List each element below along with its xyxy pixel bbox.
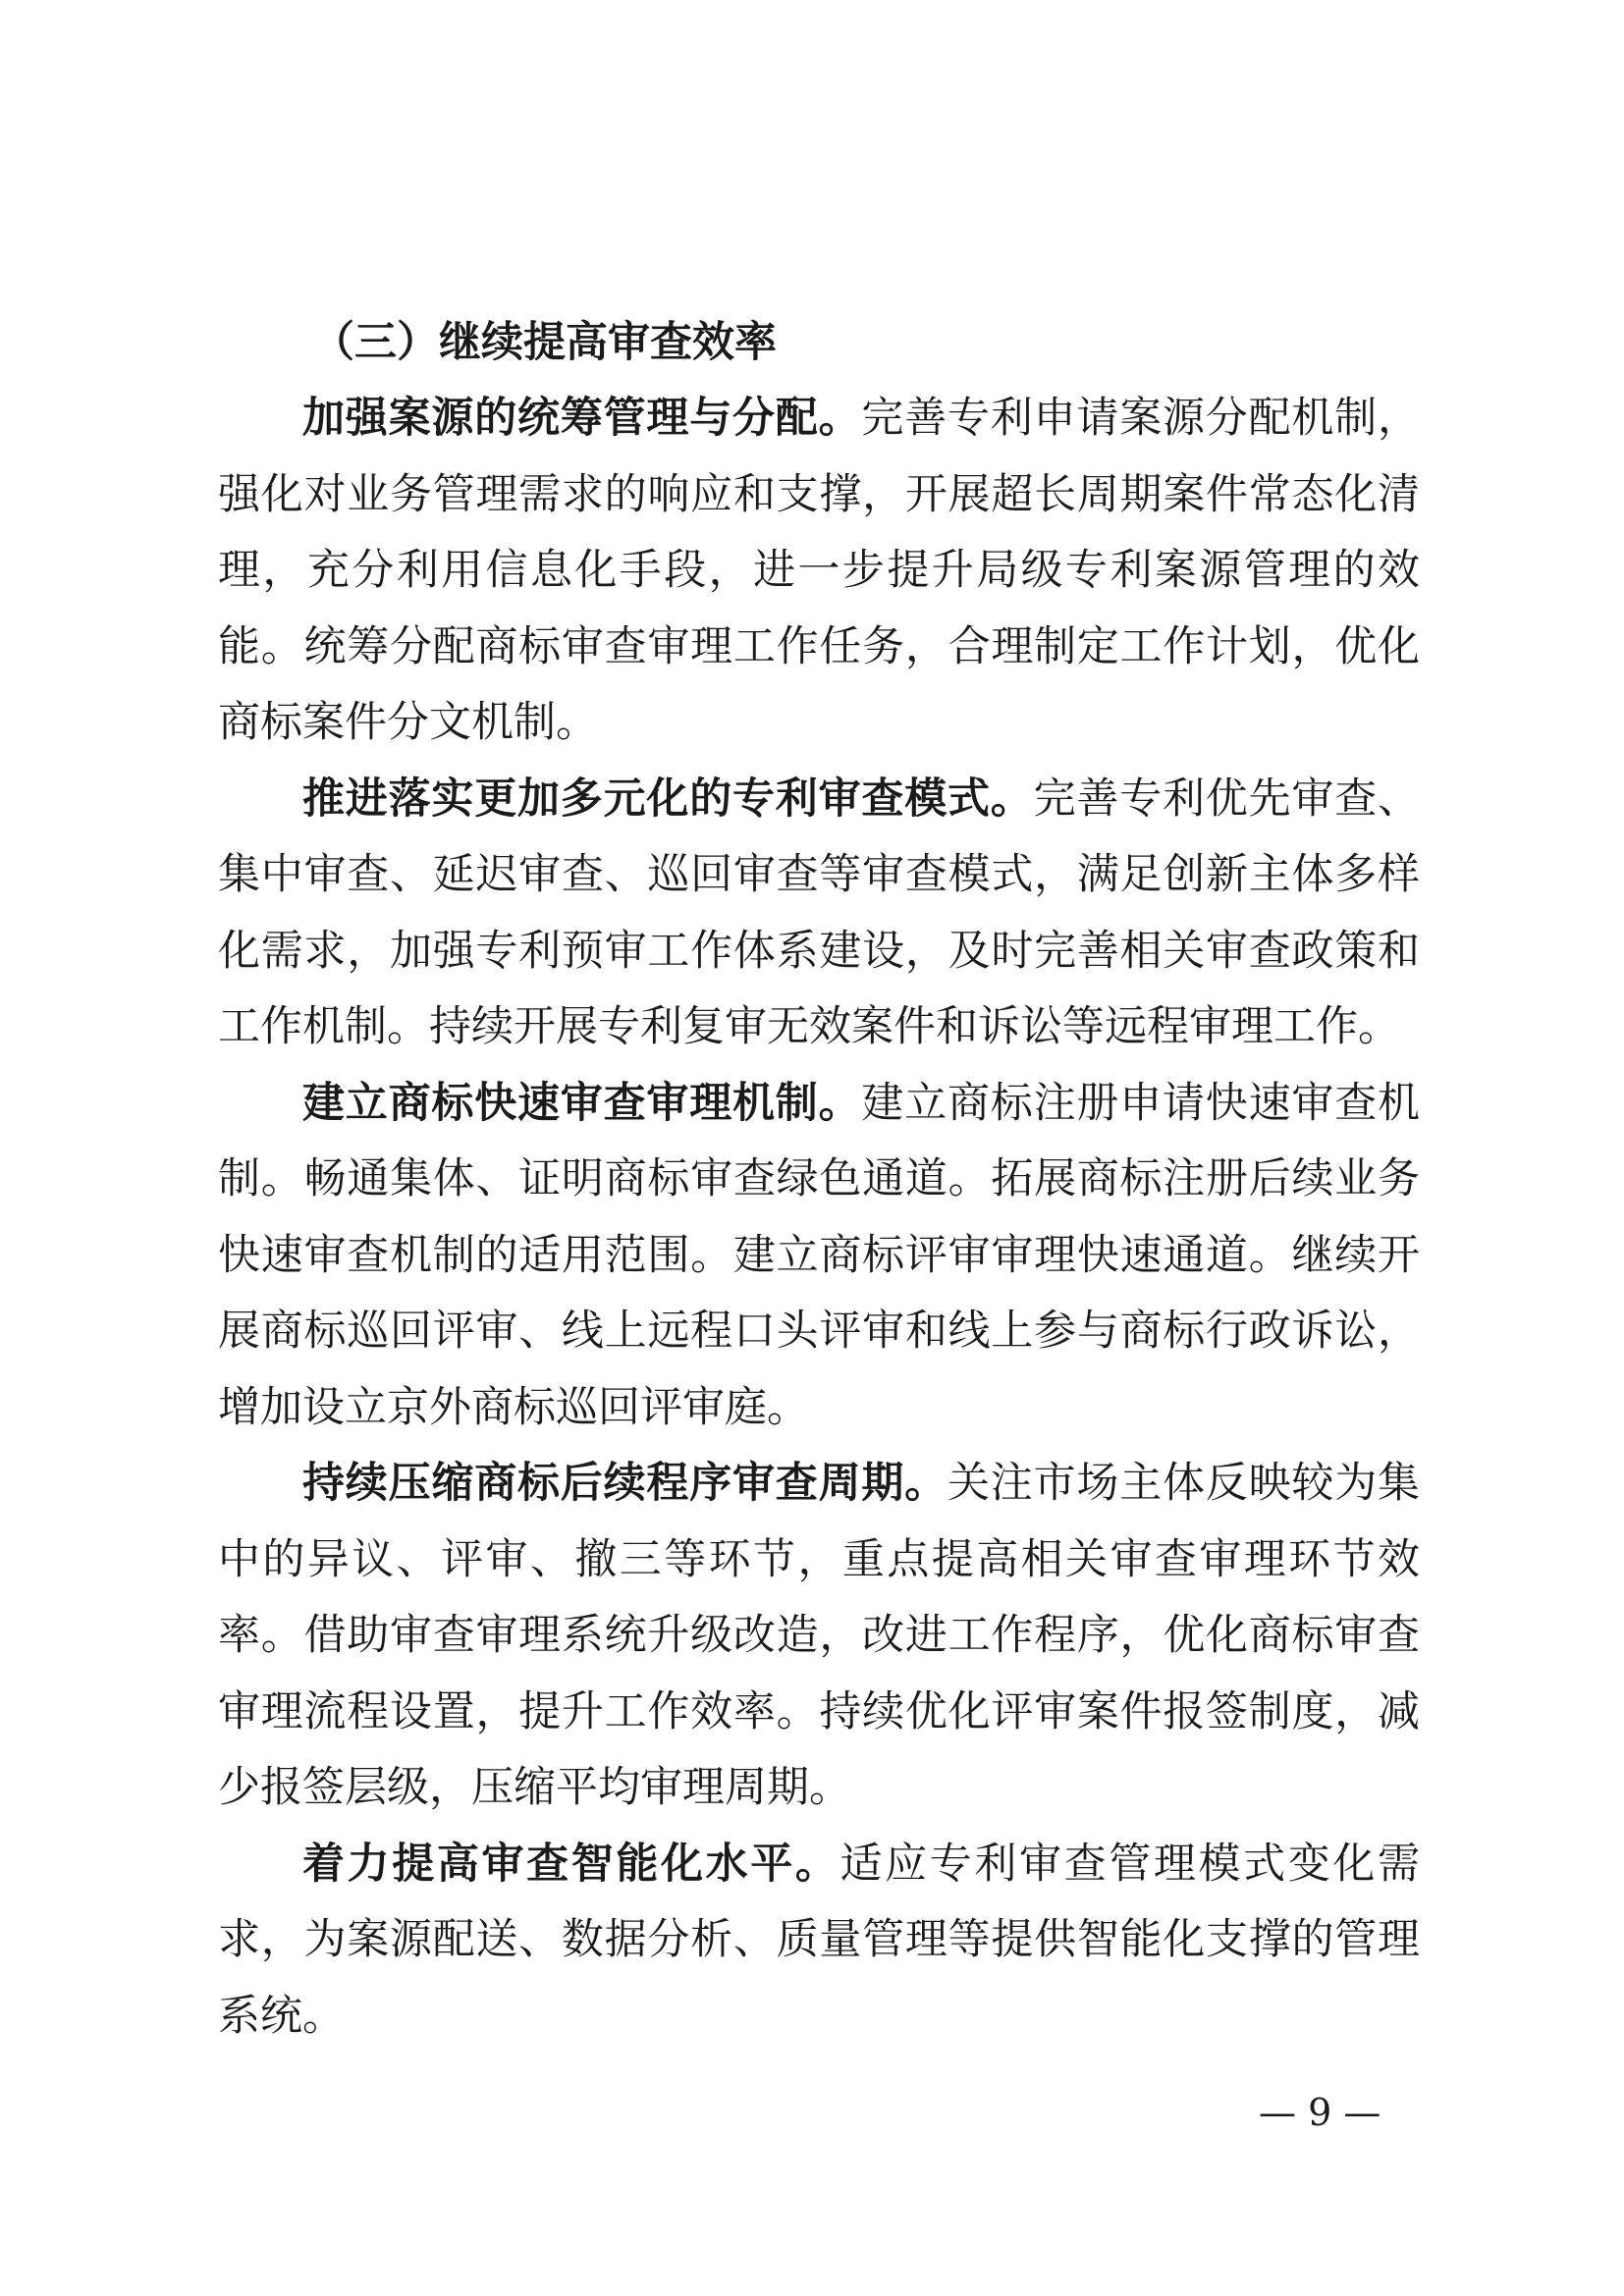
paragraph-trademark-cycle [218, 1446, 1420, 1827]
paragraph-body: 完善专利优先审查、集中审查、延迟审查、巡回审查等审查模式，满足创新主体多样化需求，加强专利预审工作体系建设，及时完善相关审查政策和工作机制。持续开展专利复审无效案件和诉讼等远程审理工作。 [218, 774, 1421, 1051]
section-heading: （三）继续提高审查效率 [312, 318, 777, 367]
page-number: — 9 — [1259, 2091, 1381, 2134]
paragraph-lead: 建立商标快速审查审理机制。 [302, 1078, 862, 1128]
paragraph-lead: 着力提高审查智能化水平。 [302, 1839, 840, 1889]
paragraph-lead: 加强案源的统筹管理与分配。 [302, 394, 862, 443]
paragraph-lead: 推进落实更加多元化的专利审查模式。 [302, 774, 1034, 824]
paragraph-body: 完善专利申请案源分配机制，强化对业务管理需求的响应和支撑，开展超长周期案件常态化清理，充分利用信息化手段，进一步提升局级专利案源管理的效能。统筹分配商标审查审理工作任务，合理制定工作计划，优化商标案件分文机制。 [218, 394, 1421, 747]
paragraph-body: 建立商标注册申请快速审查机制。畅通集体、证明商标审查绿色通道。拓展商标注册后续业务快速审查机制的适用范围。建立商标评审审理快速通道。继续开展商标巡回评审、线上远程口头评审和线上参与商标行政诉讼，增加设立京外商标巡回评审庭。 [218, 1078, 1421, 1432]
paragraph-trademark-fast-track [218, 1066, 1420, 1447]
page-body [218, 304, 1420, 2055]
paragraph-body: 关注市场主体反映较为集中的异议、评审、撤三等环节，重点提高相关审查审理环节效率。借助审查审理系统升级改造，改进工作程序，优化商标审查审理流程设置，提升工作效率。持续优化评审案件报签制度，减少报签层级，压缩平均审理周期。 [218, 1459, 1420, 1812]
paragraph-lead: 持续压缩商标后续程序审查周期。 [302, 1459, 947, 1508]
paragraph-body: 适应专利审查管理模式变化需求，为案源配送、数据分析、质量管理等提供智能化支撑的管理系统。 [218, 1839, 1420, 2041]
paragraph-case-allocation [218, 381, 1420, 762]
paragraph-patent-examination-modes [218, 762, 1420, 1066]
paragraph-intelligent-examination [218, 1827, 1420, 2056]
